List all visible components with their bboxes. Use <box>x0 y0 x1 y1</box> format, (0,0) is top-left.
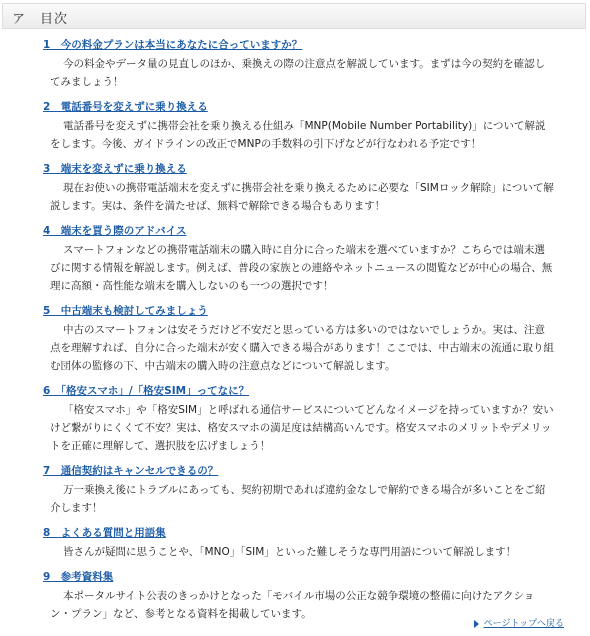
arrow-right-icon <box>474 620 479 628</box>
toc-link-budget-sim[interactable]: 6 「格安スマホ」/「格安SIM」ってなに？ <box>43 385 250 397</box>
toc-item <box>0 304 590 375</box>
back-to-top-link[interactable] <box>474 616 564 629</box>
toc-item <box>0 162 590 215</box>
table-of-contents <box>0 38 590 632</box>
toc-item <box>0 224 590 295</box>
toc-link-references[interactable]: 9 参考資料集 <box>43 571 114 583</box>
toc-item <box>0 100 590 153</box>
toc-description: 本ポータルサイト公表のきっかけとなった「モバイル市場の公正な競争環境の整備に向けたアクション・プラン」など、参考となる資料を掲載しています。 <box>50 590 535 620</box>
toc-link-faq-glossary[interactable]: 8 よくある質問と用語集 <box>43 527 166 539</box>
toc-item <box>0 526 590 561</box>
toc-link-sim-unlock[interactable]: 3 端末を変えずに乗り換える <box>43 163 187 175</box>
toc-item <box>0 384 590 455</box>
section-title: ア 目次 <box>12 12 69 27</box>
toc-description: 皆さんが疑問に思うことや、「MNO」「SIM」といった難しそうな専門用語について解説します！ <box>63 546 517 558</box>
toc-item <box>0 464 590 517</box>
toc-link-plan[interactable]: 1 今の料金プランは本当にあなたに合っていますか？ <box>43 39 303 51</box>
toc-link-cancellation[interactable]: 7 通信契約はキャンセルできるの？ <box>43 465 219 477</box>
toc-link-mnp[interactable]: 2 電話番号を変えずに乗り換える <box>43 101 208 113</box>
back-to-top-label: ページトップへ戻る <box>483 619 564 629</box>
toc-link-used-devices[interactable]: 5 中古端末も検討してみましょう <box>43 305 208 317</box>
toc-description: 現在お使いの携帯電話端末を変えずに携帯会社を乗り換えるために必要な「SIMロック解除」について解説します。実は、条件を満たせば、無料で解除できる場合もあります！ <box>50 182 554 212</box>
section-header <box>2 3 586 29</box>
toc-description: 万一乗換え後にトラブルにあっても、契約初期であれば違約金なしで解約できる場合が多いことをご紹介します！ <box>50 484 546 514</box>
toc-description: 電話番号を変えずに携帯会社を乗り換える仕組み「MNP(Mobile Number Portability)」について解説をします。今後、ガイドラインの改正でMNPの手数料の引下げなどが行なわれる予定です！ <box>50 120 546 150</box>
toc-description: 中古のスマートフォンは安そうだけど不安だと思っている方は多いのではないでしょうか。実は、注意点を理解すれば、自分に合った端末が安く購入できる場合があります！ここでは、中古端末の流通に取り組む団体の監修の下、中古端末の購入時の注意点などについて解説します。 <box>50 324 554 372</box>
toc-link-buying-advice[interactable]: 4 端末を買う際のアドバイス <box>43 225 187 237</box>
toc-item <box>0 38 590 91</box>
toc-description: 「格安スマホ」や「格安SIM」と呼ばれる通信サービスについてどんなイメージを持っていますか？安いけど繋がりにくくて不安？実は、格安スマホの満足度は結構高いんです。格安スマホのメリットやデメリットを正確に理解して、選択肢を広げましょう！ <box>50 404 554 452</box>
toc-description: スマートフォンなどの携帯電話端末の購入時に自分に合った端末を選べていますか？こちらでは端末選びに関する情報を解説します。例えば、普段の家族との連絡やネットニュースの閲覧などが中心の場合、無理に高額・高性能な端末を購入しないのも一つの選択です！ <box>50 244 553 292</box>
toc-description: 今の料金やデータ量の見直しのほか、乗換えの際の注意点を解説しています。まずは今の契約を確認してみましょう！ <box>50 58 546 88</box>
